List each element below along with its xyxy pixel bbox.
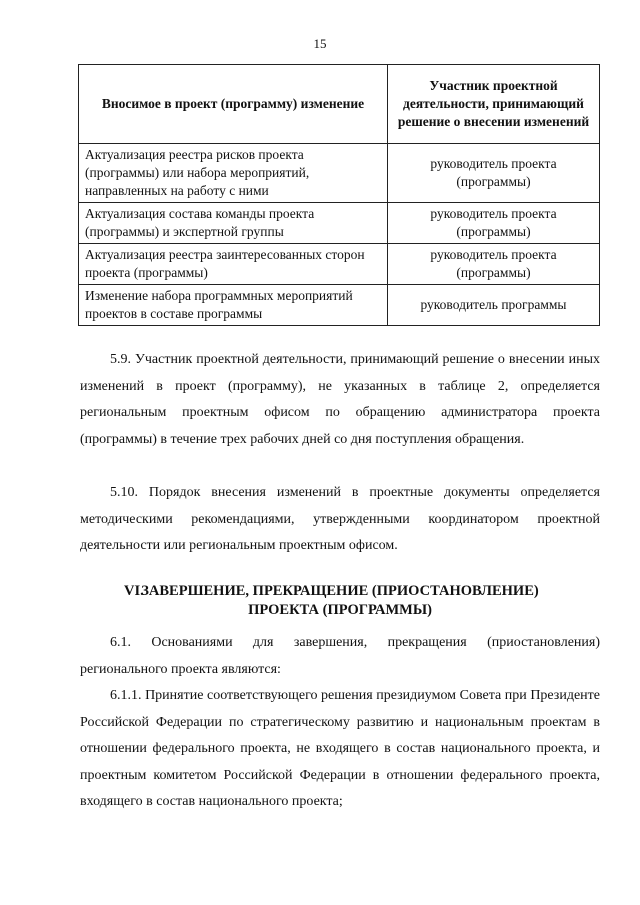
table-cell-change: Актуализация реестра рисков проекта (программы) или набора мероприятий, направленных на работу с ними (79, 144, 388, 203)
table-row (79, 203, 600, 244)
section-title-line2: ПРОЕКТА (ПРОГРАММЫ) (248, 602, 432, 618)
section-number: VI. (124, 583, 144, 599)
table-cell-participant: руководитель проекта (программы) (388, 244, 600, 285)
table-row (79, 144, 600, 203)
paragraph-6-1-text: 6.1. Основаниями для завершения, прекращения (приостановления) регионального проекта являются: (80, 635, 600, 677)
changes-table (78, 64, 600, 326)
section-title-line1: ЗАВЕРШЕНИЕ, ПРЕКРАЩЕНИЕ (ПРИОСТАНОВЛЕНИЕ) (141, 583, 539, 599)
table-cell-participant: руководитель проекта (программы) (388, 203, 600, 244)
paragraph-6-1-1-text: 6.1.1. Принятие соответствующего решения президиумом Совета при Президенте Российской Федерации по стратегическому развитию и национальным проектам в отношении федерального проекта, не входящего в состав национального проекта, и проектным комитетом Российской Федерации в отношении федерального проекта, входящего в состав национального проекта; (80, 688, 600, 809)
table-cell-change: Актуализация состава команды проекта (программы) и экспертной группы (79, 203, 388, 244)
table-cell-change: Актуализация реестра заинтересованных сторон проекта (программы) (79, 244, 388, 285)
paragraph-5-9 (80, 347, 600, 453)
paragraph-5-9-text: 5.9. Участник проектной деятельности, принимающий решение о внесении иных изменений в проект (программу), не указанных в таблице 2, определяется региональным проектным офисом по обращению администратора проекта (программы) в течение трех рабочих дней со дня поступления обращения. (80, 352, 600, 447)
table-cell-change: Изменение набора программных мероприятий проектов в составе программы (79, 285, 388, 326)
paragraph-6-1 (80, 630, 600, 683)
table-row (79, 285, 600, 326)
table-header-row (79, 65, 600, 144)
paragraph-5-10 (80, 480, 600, 560)
table-cell-participant: руководитель проекта (программы) (388, 144, 600, 203)
table-row (79, 244, 600, 285)
paragraph-5-10-text: 5.10. Порядок внесения изменений в проектные документы определяется методическими рекомендациями, утвержденными координатором проектной деятельности или региональным проектным офисом. (80, 485, 600, 553)
table-header-participant: Участник проектной деятельности, принимающий решение о внесении изменений (388, 65, 600, 144)
page-number: 15 (313, 36, 327, 51)
paragraph-6-1-1 (80, 683, 600, 816)
table-cell-participant: руководитель программы (388, 285, 600, 326)
section-heading (80, 582, 600, 620)
table-header-change: Вносимое в проект (программу) изменение (79, 65, 388, 144)
